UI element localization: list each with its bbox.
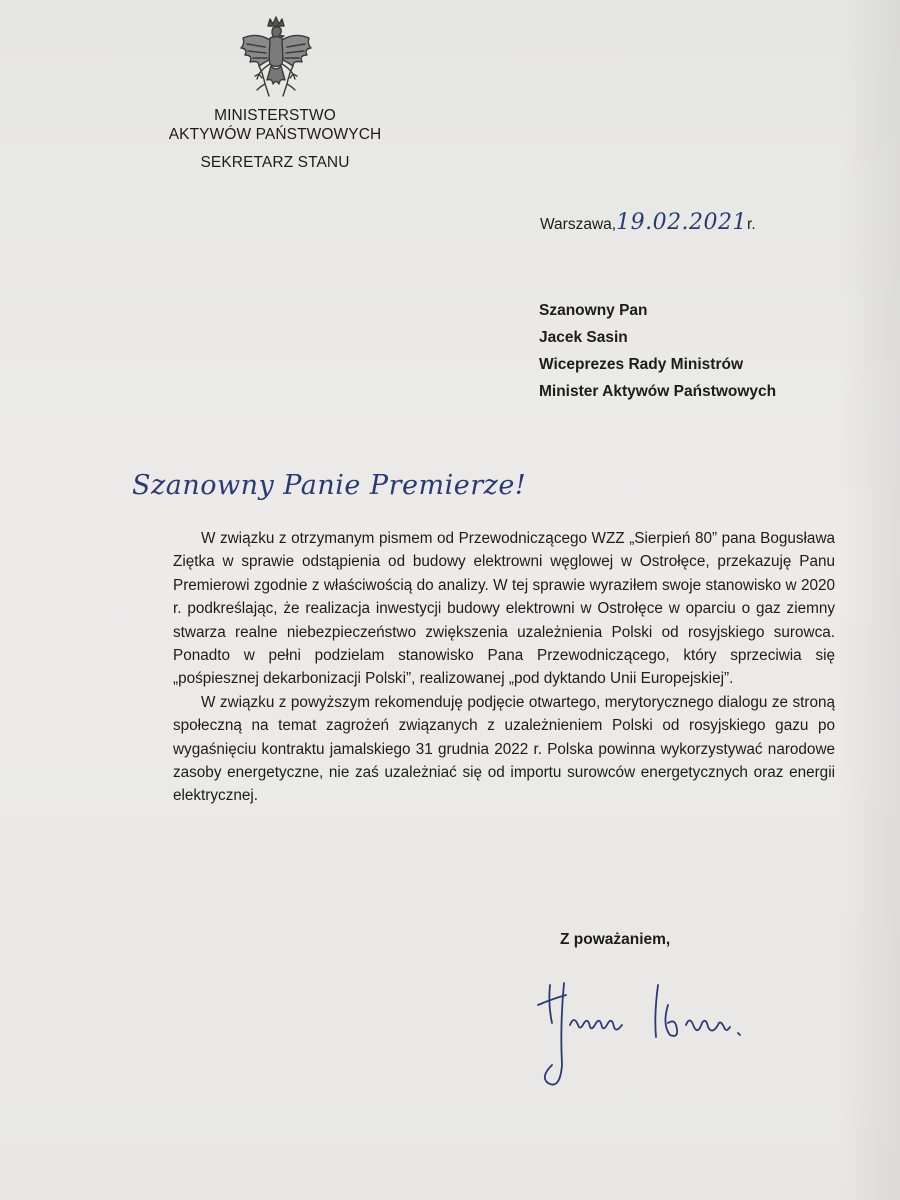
date-line [540,210,756,235]
body-paragraph-1: W związku z otrzymanym pismem od Przewodniczącego WZZ „Sierpień 80” pana Bogusława Ziętka w sprawie odstąpienia od budowy elektrowni węglowej w Ostrołęce, przekazuję Panu Premierowi zgodnie z właściwością do analizy. W tej sprawie wyraziłem swoje stanowisko w 2020 r. podkreślając, że realizacja inwestycji budowy elektrowni w Ostrołęce w oparciu o gaz ziemny stwarza realne niebezpieczeństwo zwiększenia uzależnienia Polski od rosyjskiego surowca. Ponadto w pełni podzielam stanowisko Pana Przewodniczącego, który sprzeciwia się „pośpiesznej dekarbonizacji Polski”, realizowanej „pod dyktando Unii Europejskiej”. [173,530,835,688]
addressee-line3: Wiceprezes Rady Ministrów [539,356,743,373]
handwritten-signature-icon [530,965,770,1105]
closing-phrase: Z poważaniem, [560,931,671,948]
position-title: SEKRETARZ STANU [200,154,350,171]
ministry-name-line1: MINISTERSTWO [214,107,336,124]
date-suffix: r. [747,216,756,233]
polish-eagle-emblem-icon [235,14,317,104]
addressee-block [539,297,776,405]
addressee-line1: Szanowny Pan [539,302,648,319]
handwritten-date: 19.02.2021 [616,210,748,235]
addressee-line2: Jacek Sasin [539,329,628,346]
city: Warszawa, [540,216,617,233]
ministry-header [150,106,400,172]
handwritten-salutation: Szanowny Panie Premierze! [132,470,527,501]
letter-body [173,527,835,808]
body-paragraph-2: W związku z powyższym rekomenduję podjęcie otwartego, merytorycznego dialogu ze stroną społeczną na temat zagrożeń związanych z uzależnieniem Polski od rosyjskiego gazu po wygaśnięciu kontraktu jamalskiego 31 grudnia 2022 r. Polska powinna wykorzystywać narodowe zasoby energetyczne, nie zaś uzależniać się od importu surowców energetycznych oraz energii elektrycznej. [173,693,835,805]
addressee-line4: Minister Aktywów Państwowych [539,383,777,400]
ministry-name-line2: AKTYWÓW PAŃSTWOWYCH [168,126,382,143]
